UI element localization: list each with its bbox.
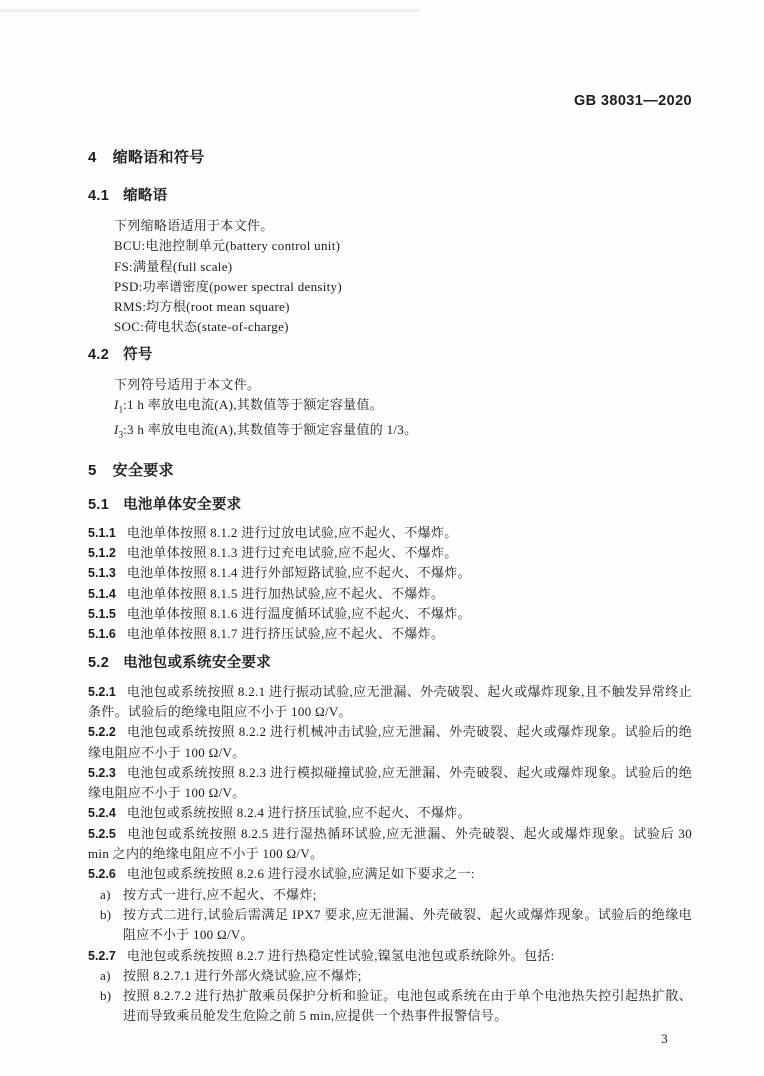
clause (88, 543, 692, 563)
list-item (88, 986, 692, 1027)
clause-number: 5.2.7 (88, 948, 116, 963)
clause-number: 5.2.6 (88, 867, 116, 882)
symbol-subscript: 3 (118, 429, 124, 440)
clause (88, 624, 692, 644)
symbols-intro: 下列符号适用于本文件。 (114, 376, 261, 392)
section-title: 安全要求 (112, 461, 174, 479)
clause-number: 5.2.3 (88, 765, 116, 780)
list-item-text: 按照 8.2.7.1 进行外部火烧试验,应不爆炸; (123, 967, 362, 983)
list-item (88, 966, 692, 986)
clause-text: 电池单体按照 8.1.5 进行加热试验,应不起火、不爆炸。 (126, 585, 445, 601)
symbol-subscript: 1 (118, 404, 124, 415)
section-number: 5 (88, 461, 97, 479)
section-title: 缩略语和符号 (112, 149, 205, 166)
symbol-item (88, 395, 692, 420)
clause (88, 682, 692, 723)
section-5-2-heading (88, 654, 692, 672)
clause-text: 电池包或系统按照 8.2.5 进行湿热循环试验,应无泄漏、外壳破裂、起火或爆炸现象。试验后 30 min 之内的绝缘电阻应不小于 100 Ω/V。 (88, 825, 692, 862)
clause-text: 电池单体按照 8.1.4 进行外部短路试验,应不起火、不爆炸。 (126, 565, 471, 581)
section-4-1-heading (88, 187, 692, 205)
clause-text: 电池单体按照 8.1.3 进行过充电试验,应不起火、不爆炸。 (126, 545, 458, 561)
list-item-label: b) (100, 906, 112, 922)
abbreviation-item: BCU:电池控制单元(battery control unit) (114, 238, 341, 254)
section-4-heading (88, 149, 692, 167)
clause (88, 523, 692, 543)
section-number: 4 (88, 149, 97, 166)
section-title: 符号 (123, 346, 153, 363)
list-item-label: a) (100, 967, 111, 983)
section-title: 电池包或系统安全要求 (123, 654, 272, 671)
abbreviation-item: SOC:荷电状态(state-of-charge) (114, 319, 289, 335)
list-item-label: a) (100, 886, 111, 902)
clause-text: 电池包或系统按照 8.2.2 进行机械冲击试验,应无泄漏、外壳破裂、起火或爆炸现象。试验后的绝缘电阻应不小于 100 Ω/V。 (88, 724, 692, 760)
clause-text: 电池单体按照 8.1.7 进行挤压试验,应不起火、不爆炸。 (126, 626, 445, 642)
list-item-text: 按照 8.2.7.2 进行热扩散乘员保护分析和验证。电池包或系统在由于单个电池热失控引起热扩散、进而导致乘员舱发生危险之前 5 min,应提供一个热事件报警信号。 (123, 988, 692, 1024)
section-title: 缩略语 (123, 188, 168, 204)
clause (88, 864, 692, 884)
clause-number: 5.1.5 (88, 607, 116, 622)
abbreviations-intro: 下列缩略语适用于本文件。 (114, 218, 274, 233)
list-item-label: b) (100, 988, 112, 1004)
section-title: 电池单体安全要求 (123, 496, 242, 513)
clause-number: 5.1.3 (88, 566, 116, 581)
symbol-base: I (114, 397, 119, 413)
clause-text: 电池包或系统按照 8.2.7 进行热稳定性试验,镍氢电池包或系统除外。包括: (126, 947, 555, 963)
symbol-definition: :1 h 率放电电流(A),其数值等于额定容量值。 (123, 397, 384, 413)
clause-number: 5.2.2 (88, 725, 116, 740)
symbol-base: I (114, 421, 119, 437)
clause (88, 824, 692, 865)
section-number: 5.2 (88, 654, 110, 671)
clause (88, 584, 692, 604)
clause-text: 电池包或系统按照 8.2.3 进行模拟碰撞试验,应无泄漏、外壳破裂、起火或爆炸现象。试验后的绝缘电阻应不小于 100 Ω/V。 (88, 764, 692, 801)
standard-number-header: GB 38031—2020 (573, 93, 692, 109)
clause (88, 563, 692, 583)
clause (88, 763, 692, 804)
clause-number: 5.1.1 (88, 525, 116, 540)
section-5-heading (88, 462, 692, 480)
symbol-definition: :3 h 率放电电流(A),其数值等于额定容量值的 1/3。 (123, 421, 418, 437)
list-item-text: 按方式一进行,应不起火、不爆炸; (123, 886, 317, 902)
clause-group-5-2 (88, 682, 692, 1027)
abbreviation-item: PSD:功率谱密度(power spectral density) (114, 278, 342, 294)
section-number: 4.1 (88, 188, 110, 204)
clause-number: 5.1.6 (88, 627, 116, 642)
list-item (88, 905, 692, 946)
clause-number: 5.2.1 (88, 684, 116, 699)
clause-text: 电池包或系统按照 8.2.6 进行浸水试验,应满足如下要求之一: (126, 866, 475, 882)
clause-text: 电池包或系统按照 8.2.1 进行振动试验,应无泄漏、外壳破裂、起火或爆炸现象,且不触发异常终止条件。试验后的绝缘电阻应不小于 100 Ω/V。 (88, 683, 692, 719)
clause-text: 电池单体按照 8.1.2 进行过放电试验,应不起火、不爆炸。 (126, 524, 458, 540)
clause-group-5-1 (88, 523, 692, 645)
section-5-1-heading (88, 496, 692, 514)
list-item (88, 885, 692, 905)
abbreviation-item: FS:满量程(full scale) (114, 258, 233, 274)
symbol-item (88, 420, 692, 445)
list-item-text: 按方式二进行,试验后需满足 IPX7 要求,应无泄漏、外壳破裂、起火或爆炸现象。试验后的绝缘电阻应不小于 100 Ω/V。 (123, 906, 692, 943)
page-number: 3 (661, 1030, 668, 1046)
abbreviation-item: RMS:均方根(root mean square) (114, 299, 290, 315)
clause (88, 722, 692, 763)
clause (88, 803, 692, 823)
section-number: 4.2 (88, 346, 110, 363)
clause (88, 604, 692, 624)
clause-number: 5.2.4 (88, 806, 116, 821)
scan-artifact (0, 9, 420, 12)
clause-text: 电池单体按照 8.1.6 进行温度循环试验,应不起火、不爆炸。 (126, 606, 471, 622)
clause (88, 946, 692, 966)
section-4-2-heading (88, 346, 692, 364)
section-number: 5.1 (88, 496, 110, 513)
clause-number: 5.2.5 (88, 826, 116, 841)
clause-number: 5.1.2 (88, 546, 116, 561)
clause-text: 电池包或系统按照 8.2.4 进行挤压试验,应不起火、不爆炸。 (126, 805, 471, 821)
clause-number: 5.1.4 (88, 586, 116, 601)
